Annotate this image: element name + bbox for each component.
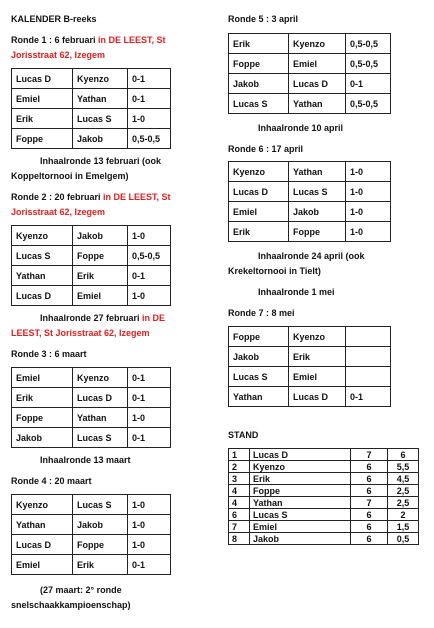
player-white: Lucas D	[12, 535, 73, 555]
tournament-note-cont: snelschaakkampioenschap)	[11, 600, 131, 610]
player-black: Lucas S	[73, 495, 128, 515]
table-row	[229, 34, 391, 54]
player-white: Jakob	[229, 74, 289, 94]
player-white: Jakob	[12, 428, 73, 448]
player-white: Yathan	[12, 515, 73, 535]
round-heading-text: Ronde 1 : 6 februari	[11, 35, 96, 45]
player-black: Jakob	[73, 226, 128, 246]
inhaal-note: Inhaalronde 10 april	[258, 123, 344, 133]
player-black: Yathan	[73, 408, 128, 428]
player-black: Kyenzo	[289, 327, 346, 347]
table-row	[229, 202, 391, 222]
result: 1-0	[346, 162, 391, 182]
player-black: Lucas S	[289, 182, 346, 202]
rank: 3	[229, 473, 250, 485]
table-row	[229, 74, 391, 94]
table-row	[12, 408, 171, 428]
player-name: Lucas S	[250, 509, 351, 521]
games-played: 6	[351, 521, 388, 533]
player-black: Foppe	[73, 535, 128, 555]
inhaal-note	[40, 313, 165, 323]
result: 1-0	[128, 408, 171, 428]
player-white: Erik	[229, 34, 289, 54]
points: 2,5	[388, 497, 419, 509]
player-white: Yathan	[12, 266, 73, 286]
rank: 6	[229, 509, 250, 521]
result: 0,5-0,5	[346, 94, 391, 114]
player-black: Yathan	[289, 162, 346, 182]
table-row	[12, 226, 171, 246]
table-row	[12, 69, 171, 89]
points: 5,5	[388, 461, 419, 473]
table-row	[229, 327, 391, 347]
table-row	[12, 515, 171, 535]
table-row	[229, 521, 419, 533]
result: 0-1	[128, 388, 171, 408]
player-white: Lucas S	[229, 94, 289, 114]
table-row	[12, 555, 171, 575]
table-row	[229, 367, 391, 387]
round-5-table	[228, 33, 391, 114]
player-white: Emiel	[12, 368, 73, 388]
round-1-table	[11, 68, 171, 149]
player-white: Jakob	[229, 347, 289, 367]
table-row	[12, 368, 171, 388]
player-name: Kyenzo	[250, 461, 351, 473]
result: 0-1	[128, 428, 171, 448]
round-4-heading: Ronde 4 : 20 maart	[11, 476, 92, 486]
table-row	[229, 509, 419, 521]
result: 1-0	[128, 495, 171, 515]
points: 0,5	[388, 533, 419, 545]
table-row	[12, 286, 171, 306]
player-black: Lucas D	[289, 74, 346, 94]
result: 1-0	[128, 515, 171, 535]
table-row	[12, 428, 171, 448]
player-black: Lucas S	[73, 109, 128, 129]
tournament-note: (27 maart: 2° ronde	[40, 585, 122, 595]
player-black: Foppe	[73, 246, 128, 266]
round-3-table	[11, 367, 171, 448]
table-row	[12, 388, 171, 408]
table-row	[229, 162, 391, 182]
inhaal-note: Inhaalronde 13 maart	[40, 455, 131, 465]
round-5-heading: Ronde 5 : 3 april	[228, 14, 299, 24]
inhaal-note: Inhaalronde 24 april (ook	[258, 251, 365, 261]
round-4-table	[11, 494, 171, 575]
venue-text: in DE LEEST, St	[100, 192, 171, 202]
player-white: Lucas D	[12, 286, 73, 306]
result: 1-0	[128, 226, 171, 246]
rank: 2	[229, 461, 250, 473]
player-white: Erik	[12, 109, 73, 129]
venue-text: in DE LEEST, St	[95, 35, 166, 45]
table-row	[229, 485, 419, 497]
table-row	[229, 222, 391, 242]
round-heading-text: Ronde 2 : 20 februari	[11, 192, 101, 202]
table-row	[229, 449, 419, 461]
venue-text-cont: Jorisstraat 62, Izegem	[11, 50, 106, 60]
result: 0-1	[128, 266, 171, 286]
player-white: Emiel	[12, 89, 73, 109]
round-1-heading	[11, 35, 166, 45]
player-black: Kyenzo	[289, 34, 346, 54]
table-row	[12, 495, 171, 515]
player-black: Emiel	[289, 54, 346, 74]
player-black: Jakob	[73, 515, 128, 535]
player-black: Yathan	[289, 94, 346, 114]
player-black: Jakob	[73, 129, 128, 149]
player-black: Lucas D	[289, 387, 346, 407]
player-white: Lucas D	[229, 182, 289, 202]
result	[346, 327, 391, 347]
round-7-heading: Ronde 7 : 8 mei	[228, 308, 295, 318]
player-white: Erik	[12, 388, 73, 408]
player-name: Foppe	[250, 485, 351, 497]
result	[346, 347, 391, 367]
player-black: Yathan	[73, 89, 128, 109]
result: 0-1	[128, 89, 171, 109]
player-white: Emiel	[229, 202, 289, 222]
round-3-heading: Ronde 3 : 6 maart	[11, 349, 87, 359]
round-7-table	[228, 326, 391, 407]
player-name: Erik	[250, 473, 351, 485]
games-played: 6	[351, 485, 388, 497]
table-row	[12, 246, 171, 266]
venue-text: in DE	[139, 313, 166, 323]
round-2-table	[11, 225, 171, 306]
points: 2,5	[388, 485, 419, 497]
inhaal-note: Inhaalronde 13 februari (ook	[40, 156, 162, 166]
result: 0-1	[128, 555, 171, 575]
rank: 1	[229, 449, 250, 461]
result: 0,5-0,5	[128, 129, 171, 149]
standings-heading: STAND	[228, 430, 259, 440]
games-played: 6	[351, 509, 388, 521]
round-6-heading: Ronde 6 : 17 april	[228, 144, 304, 154]
player-black: Erik	[73, 266, 128, 286]
player-name: Jakob	[250, 533, 351, 545]
round-2-heading	[11, 192, 171, 202]
inhaal-text: Inhaalronde 27 februari	[40, 313, 140, 323]
table-row	[229, 182, 391, 202]
player-white: Lucas S	[12, 246, 73, 266]
result: 0-1	[128, 69, 171, 89]
player-white: Lucas D	[12, 69, 73, 89]
player-black: Kyenzo	[73, 69, 128, 89]
result: 1-0	[346, 182, 391, 202]
player-white: Erik	[229, 222, 289, 242]
venue-text-cont: Jorisstraat 62, Izegem	[11, 207, 106, 217]
page-title: KALENDER B-reeks	[11, 14, 97, 24]
games-played: 6	[351, 533, 388, 545]
player-name: Yathan	[250, 497, 351, 509]
player-black: Jakob	[289, 202, 346, 222]
games-played: 6	[351, 461, 388, 473]
player-white: Kyenzo	[229, 162, 289, 182]
result: 1-0	[128, 286, 171, 306]
player-black: Lucas S	[73, 428, 128, 448]
table-row	[229, 473, 419, 485]
inhaal-note-cont: Koppeltornooi in Emelgem)	[11, 171, 129, 181]
points: 6	[388, 449, 419, 461]
result: 0-1	[128, 368, 171, 388]
player-white: Kyenzo	[12, 226, 73, 246]
table-row	[12, 535, 171, 555]
table-row	[229, 497, 419, 509]
points: 1,5	[388, 521, 419, 533]
result	[346, 367, 391, 387]
player-white: Foppe	[12, 408, 73, 428]
result: 1-0	[128, 109, 171, 129]
table-row	[12, 89, 171, 109]
table-row	[229, 533, 419, 545]
rank: 8	[229, 533, 250, 545]
player-white: Foppe	[12, 129, 73, 149]
table-row	[12, 129, 171, 149]
player-white: Lucas S	[229, 367, 289, 387]
player-name: Lucas D	[250, 449, 351, 461]
result: 0-1	[346, 74, 391, 94]
player-white: Yathan	[229, 387, 289, 407]
inhaal-note: Inhaalronde 1 mei	[258, 287, 335, 297]
table-row	[229, 54, 391, 74]
round-6-table	[228, 161, 391, 242]
result: 1-0	[128, 535, 171, 555]
player-black: Emiel	[73, 286, 128, 306]
player-black: Emiel	[289, 367, 346, 387]
player-black: Lucas D	[73, 388, 128, 408]
player-black: Erik	[289, 347, 346, 367]
result: 0,5-0,5	[346, 34, 391, 54]
standings-table	[228, 448, 419, 545]
table-row	[229, 94, 391, 114]
rank: 7	[229, 521, 250, 533]
player-white: Emiel	[12, 555, 73, 575]
games-played: 7	[351, 497, 388, 509]
rank: 4	[229, 497, 250, 509]
rank: 4	[229, 485, 250, 497]
table-row	[229, 387, 391, 407]
table-row	[229, 347, 391, 367]
games-played: 7	[351, 449, 388, 461]
inhaal-note-cont: Krekeltornooi in Tielt)	[228, 266, 321, 276]
table-row	[12, 266, 171, 286]
points: 2	[388, 509, 419, 521]
player-white: Foppe	[229, 54, 289, 74]
player-name: Emiel	[250, 521, 351, 533]
result: 0,5-0,5	[346, 54, 391, 74]
player-white: Kyenzo	[12, 495, 73, 515]
table-row	[229, 461, 419, 473]
games-played: 6	[351, 473, 388, 485]
result: 0,5-0,5	[128, 246, 171, 266]
player-black: Foppe	[289, 222, 346, 242]
result: 1-0	[346, 222, 391, 242]
result: 0-1	[346, 387, 391, 407]
player-white: Foppe	[229, 327, 289, 347]
player-black: Kyenzo	[73, 368, 128, 388]
points: 4,5	[388, 473, 419, 485]
player-black: Erik	[73, 555, 128, 575]
table-row	[12, 109, 171, 129]
result: 1-0	[346, 202, 391, 222]
venue-text-cont: LEEST, St Jorisstraat 62, Izegem	[11, 328, 150, 338]
